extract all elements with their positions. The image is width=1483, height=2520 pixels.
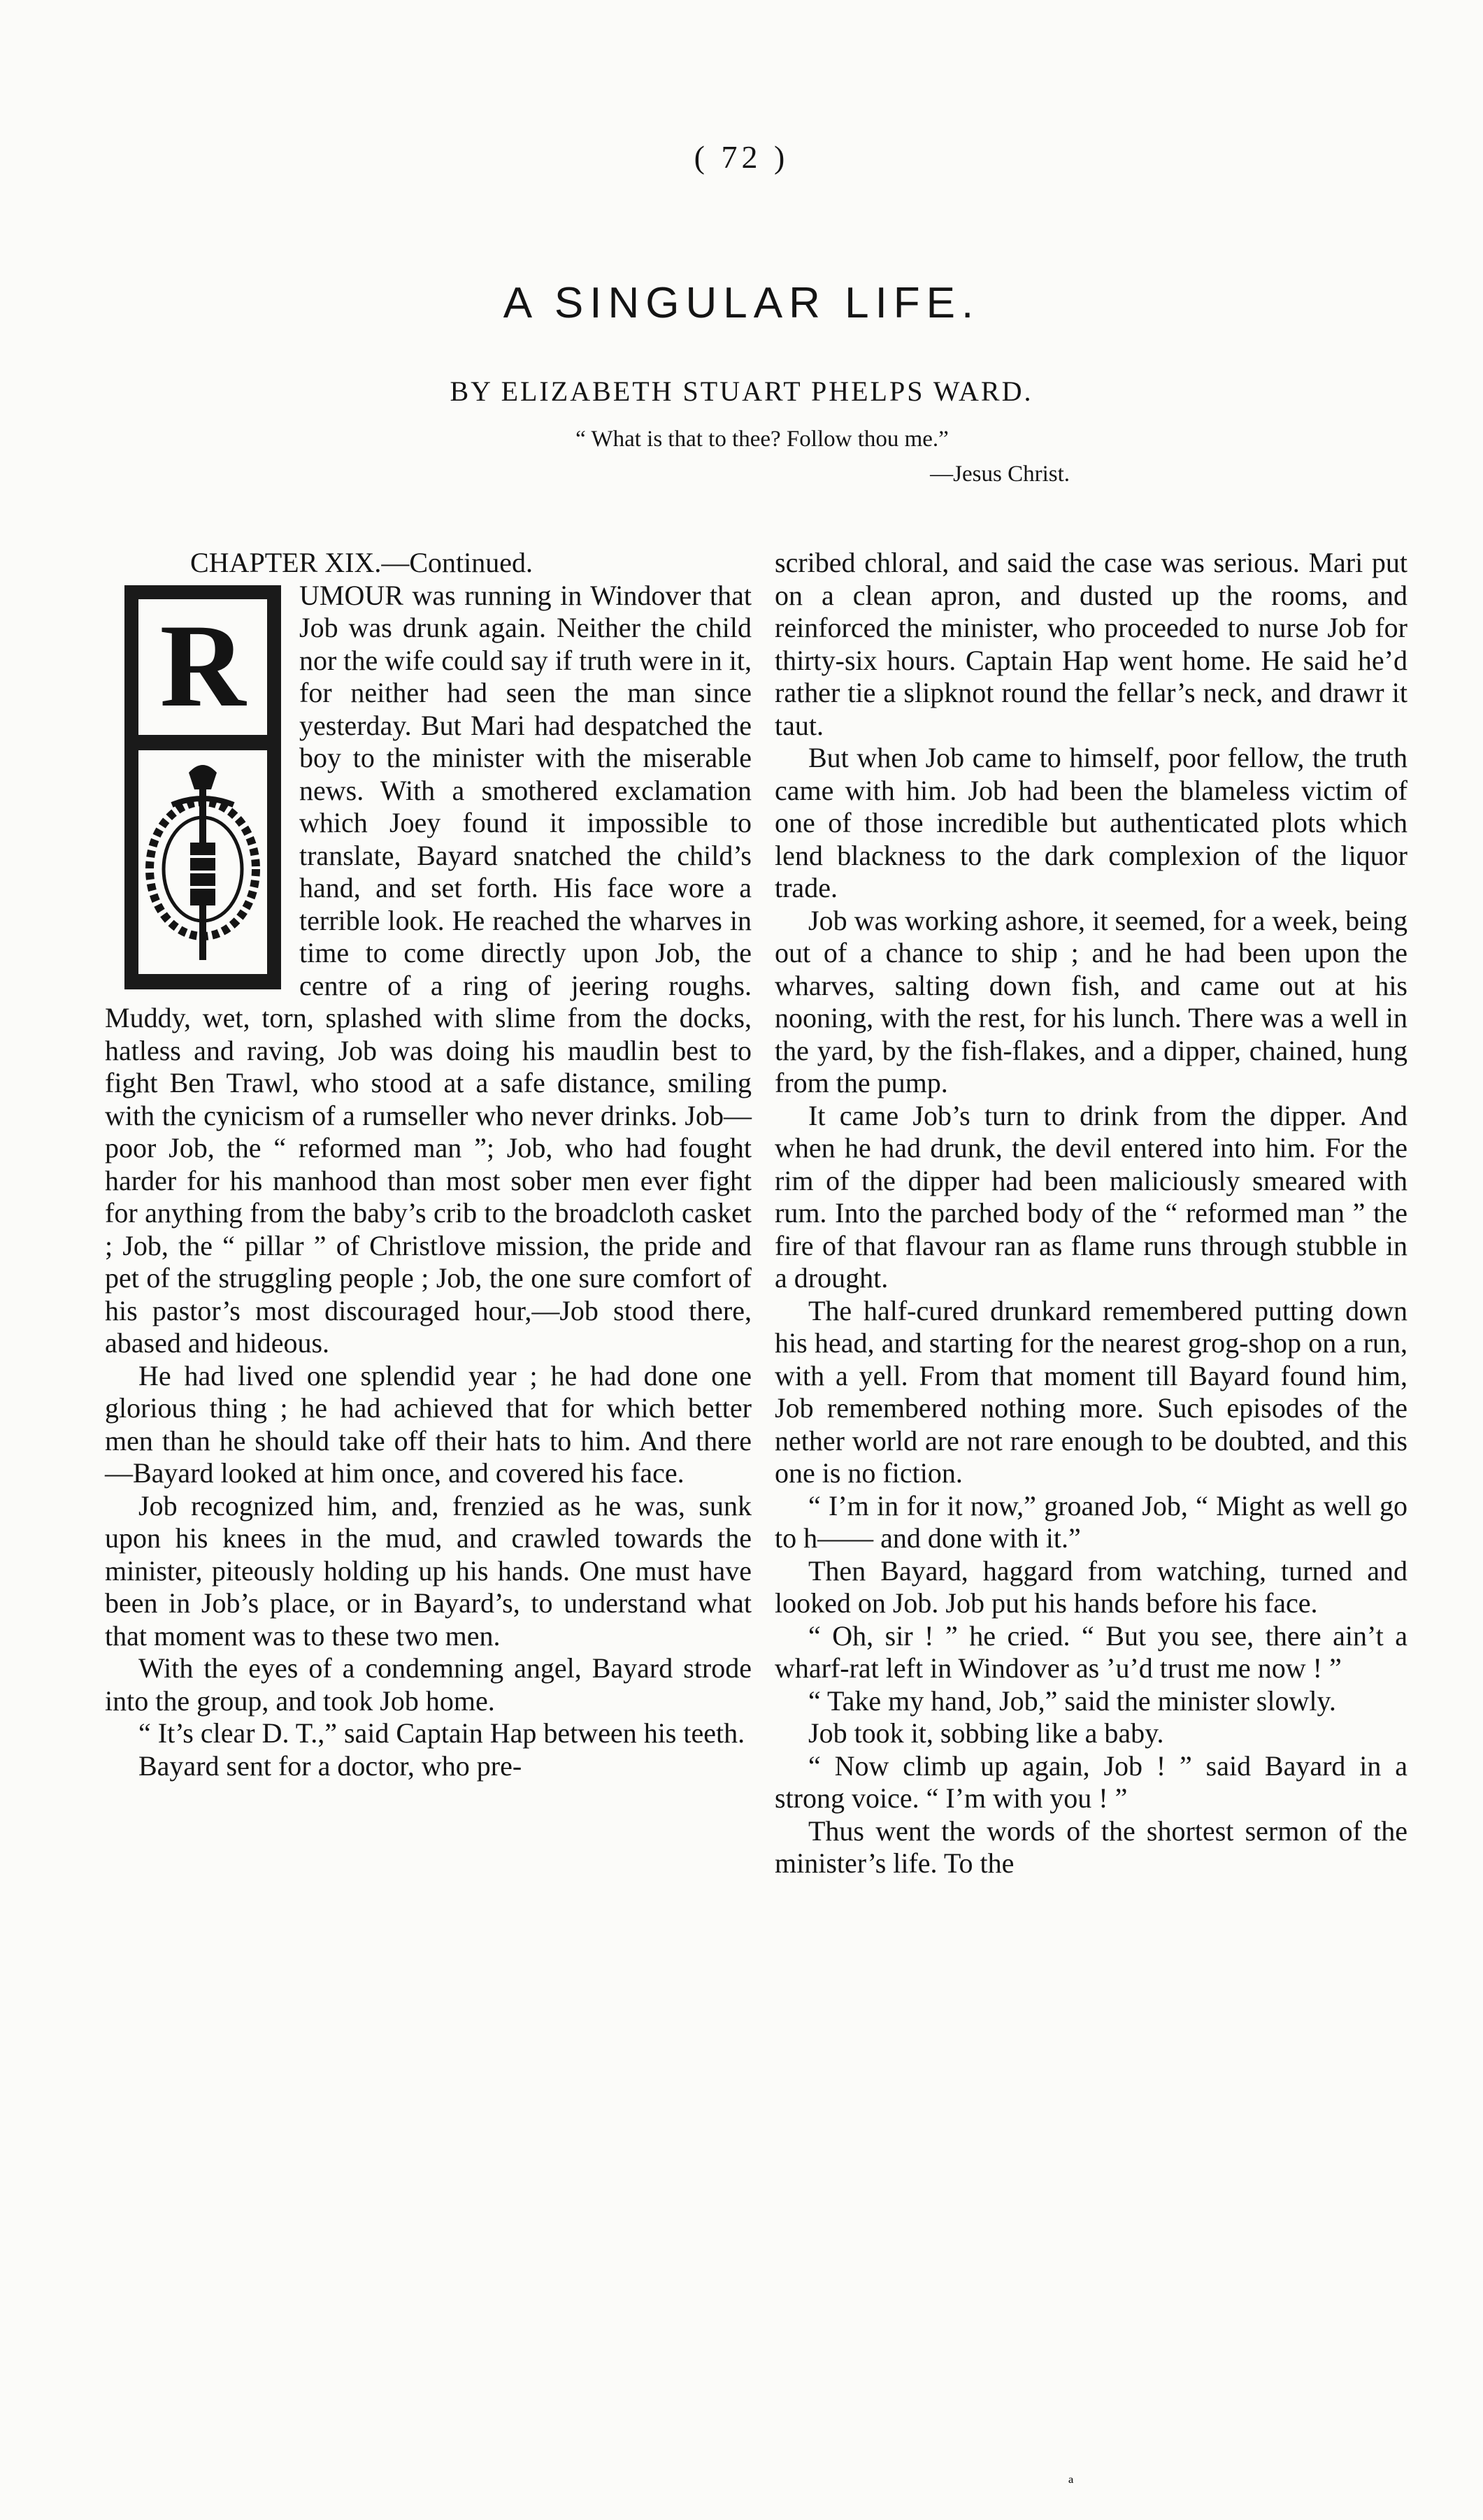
wreath-torch-icon [122,582,284,992]
paragraph: “ Oh, sir ! ” he cried. “ But you see, there ain’t a wharf-rat left in Windover as ’u’d trust me now ! ” [775,1619,1407,1684]
paragraph: Job recognized him, and, frenzied as he was, sunk upon his knees in the mud, and crawled towards the minister, piteously holding up his hands. One must have been in Job’s place, or in Bayard’s, to understand what that moment was to these two men. [105,1489,752,1652]
drop-cap-ornament [122,582,284,992]
paragraph: He had lived one splendid year ; he had done one glorious thing ; he had achieved that for which better men than he should take off their hats to him. And there—Bayard looked at him once, and covered his face. [105,1359,752,1489]
paragraph: It came Job’s turn to drink from the dipper. And when he had drunk, the devil entered into him. For the rim of the dipper had been maliciously smeared with rum. Into the parched body of the “ reformed man ” the fire of that flavour ran as flame runs through stubble in a drought. [775,1099,1407,1294]
paragraph: Job took it, sobbing like a baby. [808,1717,1164,1749]
article-title: A SINGULAR LIFE. [503,279,980,327]
paragraph: “ It’s clear D. T.,” said Captain Hap between his teeth. [138,1717,745,1749]
drop-cap-letter: R [159,599,246,731]
epigraph-attribution: —Jesus Christ. [930,461,1070,487]
paragraph: Job was working ashore, it seemed, for a week, being out of a chance to ship ; and he had been upon the wharves, salting down fish, and came out at his nooning, with the rest, for his lunch. There was a well in the yard, by the fish-flakes, and a dipper, chained, hung from the pump. [775,904,1407,1098]
right-column [775,547,1407,1880]
paragraph: UMOUR was running in Windover that Job was drunk again. Neither the child nor the wife could say if truth were in it, for neither had seen the man since yesterday. But Mari had despatched the boy to the minister with the miserable news. With a smothered exclamation which Joey found it impossible to translate, Bayard snatched the child’s hand, and set forth. His face wore a terrible look. He reached the wharves in time to come directly upon Job, the centre of a ring of jeering roughs. Muddy, wet, torn, splashed with slime from the docks, hatless and raving, Job was doing his maudlin best to fight Ben Trawl, who stood at a safe distance, smiling with the cynicism of a rumseller who never drinks. Job—poor Job, the “ reformed man ”; Job, who had fought harder for his manhood than most sober men ever fight for anything from the baby’s crib to the broadcloth casket ; Job, the “ pillar ” of Christlove mission, the pride and pet of the struggling people ; Job, the one sure comfort of his pastor’s most discouraged hour,—Job stood there, abased and hideous. [105,579,752,1359]
paragraph: But when Job came to himself, poor fellow, the truth came with him. Job had been the blameless victim of one of those incredible but authenticated plots which lend blackness to the dark complexion of the liquor trade. [775,742,1407,903]
paragraph: With the eyes of a condemning angel, Bayard strode into the group, and took Job home. [105,1652,752,1717]
paragraph: The half-cured drunkard remembered putting down his head, and starting for the nearest grog-shop on a run, with a yell. From that moment till Bayard found him, Job remembered nothing more. Such episodes of the nether world are not rare enough to be doubted, and this one is no fiction. [775,1294,1407,1489]
paragraph: “ I’m in for it now,” groaned Job, “ Might as well go to h—— and done with it.” [775,1489,1407,1554]
chapter-heading: CHAPTER XIX.—Continued. [190,547,533,578]
left-column [105,547,752,1782]
paragraph: Then Bayard, haggard from watching, turned and looked on Job. Job put his hands before his face. [775,1554,1407,1619]
epigraph-quote: “ What is that to thee? Follow thou me.” [575,427,949,452]
paragraph: Thus went the words of the shortest sermon of the minister’s life. To the [775,1814,1407,1879]
paragraph: Bayard sent for a doctor, who pre- [138,1749,522,1782]
paragraph: “ Take my hand, Job,” said the minister slowly. [808,1684,1336,1717]
page-number: ( 72 ) [694,139,789,175]
paragraph: scribed chloral, and said the case was serious. Mari put on a clean apron, and dusted up the rooms, and reinforced the minister, who proceeded to nurse Job for thirty-six hours. Captain Hap went home. He said he’d rather tie a slipknot round the fellar’s neck, and drawr it taut. [775,547,1407,741]
paragraph: “ Now climb up again, Job ! ” said Bayard in a strong voice. “ I’m with you ! ” [775,1749,1407,1814]
printer-mark: ª [1068,2474,1074,2494]
author-byline: BY ELIZABETH STUART PHELPS WARD. [450,375,1033,407]
